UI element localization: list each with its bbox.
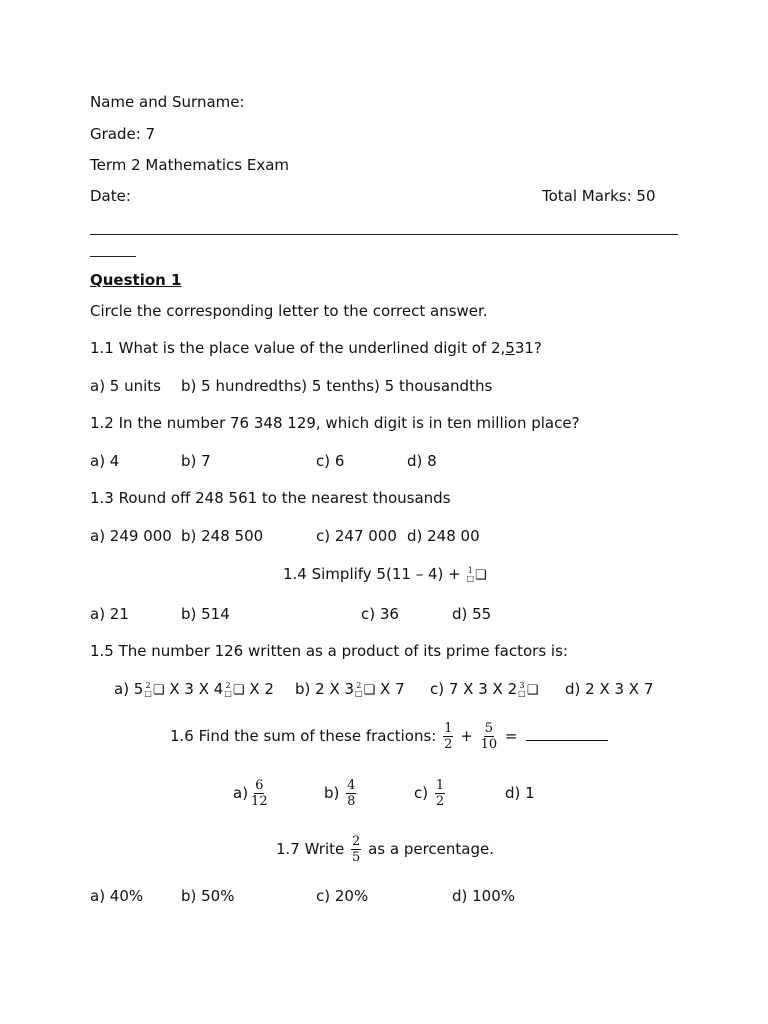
- fraction-five-tenths: $\frac{5}{10}$: [480, 721, 498, 752]
- q1-6-text: 1.6 Find the sum of these fractions:: [170, 727, 437, 745]
- q1-6-option-d[interactable]: d) 1: [505, 784, 535, 802]
- q1-6-option-b[interactable]: b) $\frac{4}{8}$: [324, 778, 356, 809]
- question-1-heading: Question 1: [90, 271, 182, 289]
- question-1-2: 1.2 In the number 76 348 129, which digit is in ten million place?: [90, 414, 580, 432]
- q1-3-option-a[interactable]: a) 249 000: [90, 527, 172, 545]
- fraction: $\frac{1}{2}$: [435, 778, 445, 809]
- q1-4-option-d[interactable]: d) 55: [452, 605, 492, 623]
- plus-sign: +: [460, 727, 473, 745]
- fraction-two-fifths: $\frac{2}{5}$: [352, 834, 361, 865]
- question-1-5: 1.5 The number 126 written as a product of its prime factors is:: [90, 642, 568, 660]
- instruction-text: Circle the corresponding letter to the correct answer.: [90, 302, 488, 320]
- q1-5-option-d[interactable]: d) 2 X 3 X 7: [565, 680, 654, 698]
- q1-5-option-c[interactable]: c) 7 X 3 X 2 3 □ ❑: [430, 680, 539, 698]
- q1-7-option-c[interactable]: c) 20%: [316, 887, 369, 905]
- q1-4-text: 1.4 Simplify 5(11 – 4) +: [283, 565, 461, 583]
- question-1-4: [283, 565, 487, 585]
- exponent-placeholder: 3 □: [518, 680, 526, 698]
- q1-6-option-c[interactable]: c) $\frac{1}{2}$: [414, 778, 445, 809]
- q1-1-option-b[interactable]: b) 5 hundredths) 5 tenths) 5 thousandths: [181, 377, 493, 395]
- q1-3-option-b[interactable]: b) 248 500: [181, 527, 264, 545]
- q1-1-option-a[interactable]: a) 5 units: [90, 377, 162, 395]
- q1-1-suffix: 31?: [514, 339, 542, 357]
- box-icon: ❑: [152, 683, 165, 698]
- exponent-placeholder: 2 □: [224, 680, 232, 698]
- fraction-one-half: $\frac{1}{2}$: [444, 721, 453, 752]
- date-label: Date:: [90, 187, 131, 205]
- q1-6-option-a[interactable]: a) $\frac{6}{12}$: [233, 778, 268, 809]
- name-label: Name and Surname:: [90, 93, 245, 111]
- q1-4-option-c[interactable]: c) 36: [361, 605, 399, 623]
- q1-1-prefix: 1.1 What is the place value of the underlined digit of 2,: [90, 339, 506, 357]
- question-1-3: 1.3 Round off 248 561 to the nearest thousands: [90, 489, 451, 507]
- exam-title: Term 2 Mathematics Exam: [90, 156, 290, 174]
- q1-4-option-a[interactable]: a) 21: [90, 605, 129, 623]
- q1-7-option-b[interactable]: b) 50%: [181, 887, 235, 905]
- question-1-6: [170, 718, 608, 754]
- fraction: $\frac{4}{8}$: [347, 778, 356, 809]
- q1-7-option-d[interactable]: d) 100%: [452, 887, 516, 905]
- divider-line-tail: [90, 256, 136, 257]
- q1-3-option-d[interactable]: d) 248 00: [407, 527, 480, 545]
- q1-7-text: 1.7 Write: [276, 840, 345, 858]
- q1-2-option-b[interactable]: b) 7: [181, 452, 211, 470]
- question-1-7: [276, 831, 494, 867]
- box-icon: ❑: [526, 683, 539, 698]
- q1-7-text-end: as a percentage.: [368, 840, 494, 858]
- answer-blank[interactable]: [526, 726, 608, 741]
- box-icon: ❑: [475, 568, 487, 583]
- exponent-placeholder: 2 □: [144, 680, 152, 698]
- q1-4-fraction-placeholder: 1 □: [466, 565, 475, 583]
- q1-7-option-a[interactable]: a) 40%: [90, 887, 144, 905]
- box-icon: ❑: [232, 683, 245, 698]
- box-icon: ❑: [363, 683, 376, 698]
- q1-2-option-d[interactable]: d) 8: [407, 452, 437, 470]
- question-1-1: [90, 339, 542, 357]
- underlined-digit: 5: [505, 339, 515, 357]
- q1-2-option-a[interactable]: a) 4: [90, 452, 120, 470]
- q1-3-option-c[interactable]: c) 247 000: [316, 527, 397, 545]
- q1-5-option-a[interactable]: a) 5 2 □ ❑ X 3 X 4 2 □ ❑ X 2: [114, 680, 274, 698]
- total-marks: Total Marks: 50: [542, 187, 656, 205]
- q1-4-option-b[interactable]: b) 514: [181, 605, 230, 623]
- fraction: $\frac{6}{12}$: [251, 778, 268, 809]
- q1-2-option-c[interactable]: c) 6: [316, 452, 345, 470]
- grade-label: Grade: 7: [90, 125, 156, 143]
- divider-line: [90, 234, 678, 235]
- equals-sign: =: [504, 727, 518, 745]
- q1-5-option-b[interactable]: b) 2 X 3 2 □ ❑ X 7: [295, 680, 405, 698]
- exponent-placeholder: 2 □: [355, 680, 363, 698]
